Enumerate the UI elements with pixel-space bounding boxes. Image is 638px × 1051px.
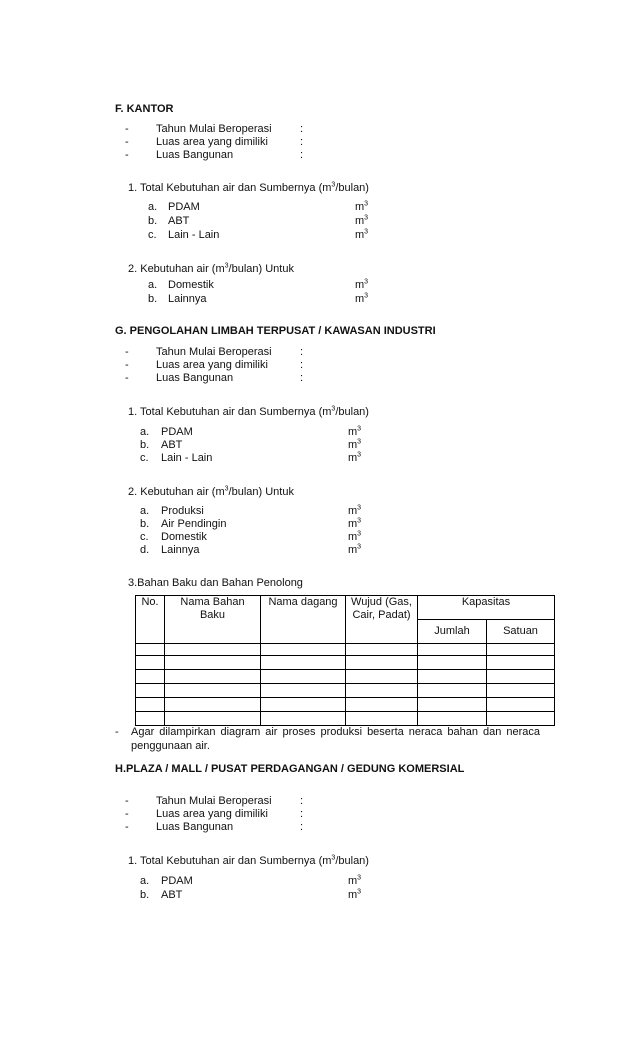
table-cell [418,698,487,712]
item-label: ABT [161,889,183,901]
table-cell [165,670,261,684]
unit-m3: $m^3$ [355,278,369,291]
item-marker: b. [140,518,150,530]
table-cell [418,670,487,684]
table-cell [418,644,487,656]
bahan-baku-table [135,595,555,726]
unit-m3: $m^3$ [348,425,362,438]
item-marker: b. [140,889,150,901]
section-g-title: G. PENGOLAHAN LIMBAH TERPUSAT / KAWASAN INDUSTRI [115,325,436,337]
field-dash: - [125,346,129,358]
item-marker: b. [140,439,150,451]
item-marker: a. [148,201,158,213]
item-label: Lain - Lain [161,452,213,464]
unit-m3: $m^3$ [355,228,369,241]
section-h-title: H.PLAZA / MALL / PUSAT PERDAGANGAN / GEDUNG KOMERSIAL [115,763,465,775]
unit-m3: $m^3$ [355,214,369,227]
col-header-kapasitas: Kapasitas [418,596,555,620]
item-marker: b. [148,293,158,305]
col-header-wujud: Wujud (Gas, Cair, Padat) [346,596,418,644]
field-label: Luas area yang dimiliki [156,136,268,148]
field-label: Tahun Mulai Beroperasi [156,795,272,807]
field-colon: : [300,149,304,161]
table-cell [487,656,555,670]
unit-m3: $m^3$ [355,200,369,213]
item-label: Domestik [161,531,207,543]
unit-m3: $m^3$ [348,504,362,517]
item-marker: c. [140,452,149,464]
col-header-nama-bahan: Nama Bahan Baku [165,596,261,644]
table-cell [346,698,418,712]
table-cell [136,656,165,670]
table-cell [261,644,346,656]
table-cell [261,656,346,670]
item-marker: a. [140,505,150,517]
field-label: Luas Bangunan [156,821,234,833]
unit-m3: $m^3$ [348,543,362,556]
field-dash: - [125,149,129,161]
table-cell [418,712,487,726]
table-cell [487,670,555,684]
item-label: ABT [168,215,190,227]
item-label: Domestik [168,279,214,291]
field-colon: : [300,123,304,135]
table-cell [261,684,346,698]
field-label: Luas Bangunan [156,372,234,384]
item-label: Lainnya [168,293,207,305]
table-cell [487,644,555,656]
item-marker: d. [140,544,150,556]
table-row [136,656,555,670]
unit-m3: $m^3$ [348,874,362,887]
table-cell [346,712,418,726]
item-marker: a. [140,426,150,438]
item-label: Lain - Lain [168,229,220,241]
field-label: Luas area yang dimiliki [156,808,268,820]
field-colon: : [300,359,304,371]
table-row [136,712,555,726]
item-marker: b. [148,215,158,227]
item-label: PDAM [168,201,200,213]
question-heading: 2. Kebutuhan air $(m^3/bulan)$ Untuk [128,262,294,275]
item-marker: a. [148,279,158,291]
field-colon: : [300,821,304,833]
table-cell [346,670,418,684]
question-heading: 2. Kebutuhan air $(m^3/bulan)$ Untuk [128,485,294,498]
col-header-no: No. [136,596,165,644]
attachment-note [115,725,540,753]
field-dash: - [125,123,129,135]
question-heading: 1. Total Kebutuhan air dan Sumbernya $(m^3/bulan)$ [128,405,369,418]
unit-m3: $m^3$ [355,292,369,305]
field-dash: - [125,136,129,148]
field-label: Luas area yang dimiliki [156,359,268,371]
field-colon: : [300,795,304,807]
table-cell [487,712,555,726]
item-marker: c. [140,531,149,543]
table-cell [261,698,346,712]
table-cell [165,644,261,656]
table-cell [487,698,555,712]
question-heading: 1. Total Kebutuhan air dan Sumbernya $(m^3/bulan)$ [128,854,369,867]
field-dash: - [125,795,129,807]
table-cell [346,644,418,656]
col-header-jumlah: Jumlah [418,620,487,644]
unit-m3: $m^3$ [348,888,362,901]
field-colon: : [300,372,304,384]
table-cell [136,698,165,712]
field-label: Tahun Mulai Beroperasi [156,346,272,358]
table-cell [261,712,346,726]
item-label: Air Pendingin [161,518,227,530]
table-cell [136,712,165,726]
col-header-nama-dagang: Nama dagang [261,596,346,644]
item-label: Lainnya [161,544,200,556]
unit-m3: $m^3$ [348,530,362,543]
question-heading: 3.Bahan Baku dan Bahan Penolong [128,577,303,589]
table-cell [346,656,418,670]
field-dash: - [125,808,129,820]
field-dash: - [125,372,129,384]
table-cell [165,656,261,670]
item-label: PDAM [161,875,193,887]
table-row [136,698,555,712]
table-row [136,670,555,684]
field-dash: - [125,359,129,371]
field-dash: - [125,821,129,833]
table-cell [136,644,165,656]
item-marker: a. [140,875,150,887]
note-dash: - [115,726,119,738]
table-cell [136,670,165,684]
table-cell [487,684,555,698]
question-heading: 1. Total Kebutuhan air dan Sumbernya $(m^3/bulan)$ [128,181,369,194]
col-header-satuan: Satuan [487,620,555,644]
table-row [136,684,555,698]
field-colon: : [300,808,304,820]
table-cell [165,712,261,726]
field-colon: : [300,136,304,148]
item-label: ABT [161,439,183,451]
unit-m3: $m^3$ [348,517,362,530]
field-colon: : [300,346,304,358]
unit-m3: $m^3$ [348,438,362,451]
unit-m3: $m^3$ [348,451,362,464]
table-cell [418,684,487,698]
table-cell [165,698,261,712]
section-f-title: F. KANTOR [115,103,174,115]
table-cell [136,684,165,698]
table-cell [418,656,487,670]
note-text: Agar dilampirkan diagram air proses produksi beserta neraca bahan dan neraca penggunaan air. [131,726,540,752]
table-cell [346,684,418,698]
item-marker: c. [148,229,157,241]
item-label: PDAM [161,426,193,438]
table-cell [165,684,261,698]
item-label: Produksi [161,505,204,517]
table-cell [261,670,346,684]
field-label: Tahun Mulai Beroperasi [156,123,272,135]
field-label: Luas Bangunan [156,149,234,161]
